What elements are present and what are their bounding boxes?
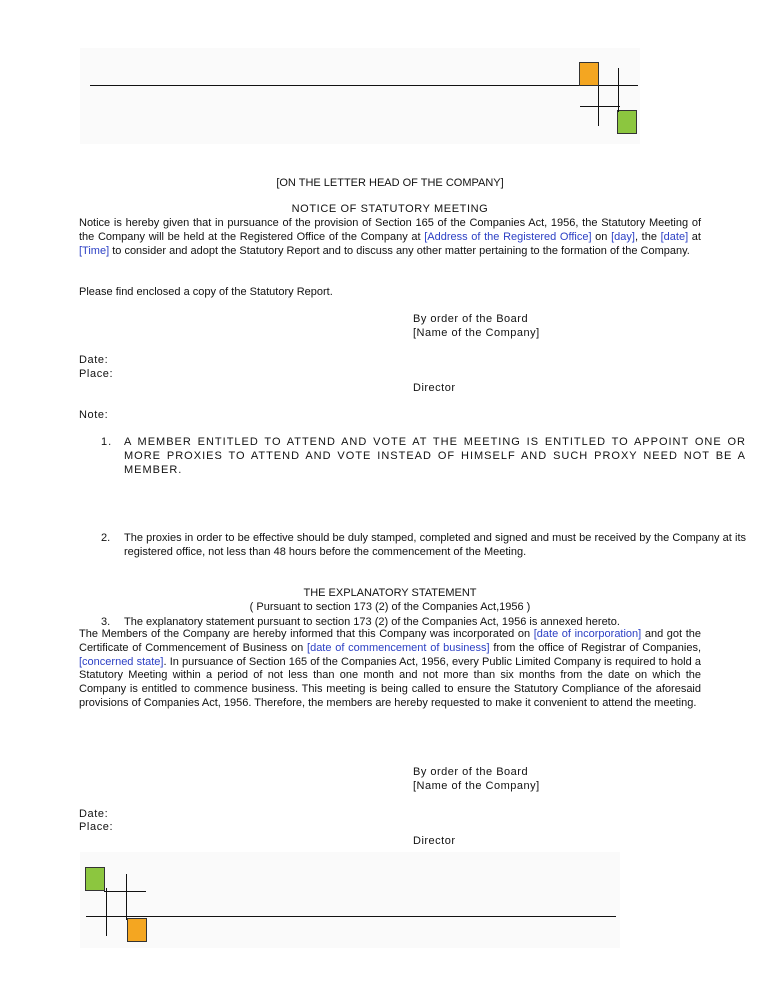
placeholder-commencement-date: [date of commencement of business]: [307, 641, 490, 654]
placeholder-date: [date]: [660, 230, 689, 243]
note-item: 1. A MEMBER ENTITLED TO ATTEND AND VOTE AT THE MEETING IS ENTITLED TO APPOINT ONE OR MORE PROXIES TO ATTEND AND VOTE INSTEAD OF HIMSELF AND SUCH PROXY NEED NOT BE A MEMBER.: [101, 436, 746, 476]
header-rule: [90, 85, 638, 86]
explanatory-subtitle: ( Pursuant to section 173 (2) of the Companies Act,1956 ): [249, 601, 531, 613]
note-item: 2. The proxies in order to be effective should be duly stamped, completed and signed and must be received by the Company at its registered office, not less than 48 hours before the commencement of the Meeting.: [101, 532, 746, 559]
placeholder-day: [day]: [611, 230, 635, 243]
orange-square-decor: [579, 62, 599, 86]
notice-title: NOTICE OF STATUTORY MEETING: [291, 203, 489, 215]
date-label-2: Date:: [79, 808, 109, 820]
company-name-placeholder: [Name of the Company]: [413, 327, 540, 339]
director-label-2: Director: [413, 835, 456, 847]
company-name-placeholder-2: [Name of the Company]: [413, 780, 540, 792]
director-label: Director: [413, 382, 456, 394]
letterhead-note: [ON THE LETTER HEAD OF THE COMPANY]: [276, 177, 504, 189]
header-band: [80, 48, 640, 144]
by-order-label: By order of the Board: [413, 313, 529, 325]
notice-paragraph: Notice is hereby given that in pursuance of the provision of Section 165 of the Companies Act, 1956, the Statutory Meeting of the Company will be held at the Registered Office of the Company at [Address of the Registered Office] on [day], the [date] at [Time] to consider and adopt the Statutory Report and to discuss any other matter pertaining to the formation of the Company.: [79, 217, 701, 257]
footer-hline-1: [104, 891, 146, 892]
orange-square-decor-footer: [127, 918, 147, 942]
placeholder-address: [Address of the Registered Office]: [424, 230, 592, 243]
enclosure-note: Please find enclosed a copy of the Statutory Report.: [79, 286, 333, 298]
note-item: 3. The explanatory statement pursuant to section 173 (2) of the Companies Act, 1956 is annexed hereto.: [101, 615, 620, 628]
footer-vline-2: [126, 874, 127, 920]
date-label: Date:: [79, 354, 109, 366]
footer-vline-1: [106, 888, 107, 936]
placeholder-incorporation-date: [date of incorporation]: [533, 628, 642, 640]
green-square-decor: [617, 110, 637, 134]
placeholder-state: [concerned state]: [79, 655, 164, 668]
footer-band: [80, 852, 620, 948]
place-label: Place:: [79, 368, 114, 380]
footer-rule: [86, 916, 616, 917]
explanatory-paragraph: The Members of the Company are hereby informed that this Company was incorporated on [date of incorporation] and got the Certificate of Commencement of Business on [date of commencement of business] from the office of Registrar of Companies, [concerned state]. In pursuance of Section 165 of the Companies Act, 1956, every Public Limited Company is required to hold a Statutory Meeting within a period of not less than one month and not more than six months from the date on which the Company is entitled to commence business. This meeting is being called to ensure the Statutory Compliance of the aforesaid provisions of Companies Act, 1956. Therefore, the members are hereby requested to make it convenient to attend the meeting.: [79, 628, 702, 709]
by-order-label-2: By order of the Board: [413, 766, 529, 778]
green-square-decor-footer: [85, 867, 105, 891]
placeholder-time: [Time]: [79, 244, 110, 257]
header-hline-2: [580, 106, 620, 107]
note-label: Note:: [79, 409, 109, 421]
explanatory-title: THE EXPLANATORY STATEMENT: [303, 587, 477, 599]
place-label-2: Place:: [79, 821, 114, 833]
